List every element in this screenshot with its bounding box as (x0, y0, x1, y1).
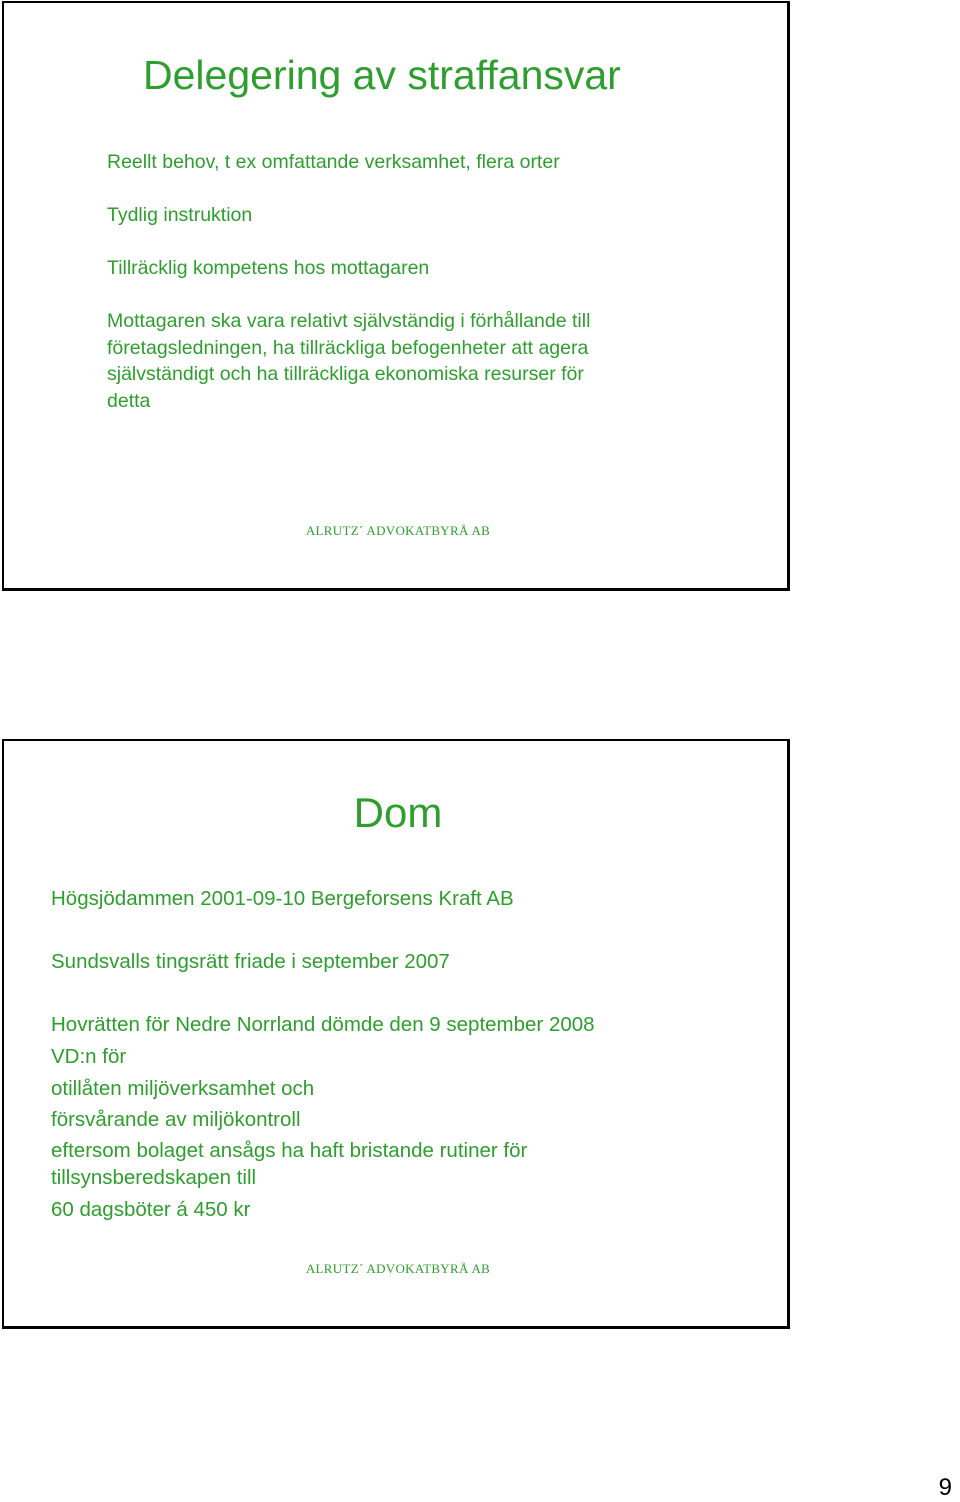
bullet-item: Hovrätten för Nedre Norrland dömde den 9 september 2008 (51, 1013, 595, 1036)
bullet-item: VD:n för (51, 1045, 127, 1068)
bullet-item: Sundsvalls tingsrätt friade i september 2007 (51, 950, 450, 973)
bullet-item: otillåten miljöverksamhet och (51, 1077, 315, 1100)
slide-dom (2, 739, 790, 1329)
page-number: 9 (938, 1474, 952, 1501)
bullet-item: Reellt behov, t ex omfattande verksamhet, flera orter (107, 151, 560, 173)
bullet-item: försvårande av miljökontroll (51, 1108, 301, 1131)
bullet-item: Tillräcklig kompetens hos mottagaren (107, 257, 430, 279)
bullet-item: eftersom bolaget ansågs ha haft bristande rutiner för tillsynsberedskapen till (51, 1139, 528, 1189)
bullet-item: Mottagaren ska vara relativt självständig i förhållande till företagsledningen, ha tillräckliga befogenheter att agera självständigt och ha tillräckliga ekonomiska resurser för detta (107, 310, 591, 412)
slide-delegering (2, 1, 790, 591)
bullet-item: 60 dagsböter á 450 kr (51, 1198, 251, 1221)
bullet-item: Tydlig instruktion (107, 204, 253, 226)
slide-title: Delegering av straffansvar (143, 52, 621, 98)
slide-footer: ALRUTZ´ ADVOKATBYRÅ AB (305, 523, 491, 538)
slide-title: Dom (353, 789, 443, 836)
bullet-item: Högsjödammen 2001-09-10 Bergeforsens Kraft AB (51, 887, 514, 910)
slide-footer: ALRUTZ´ ADVOKATBYRÅ AB (305, 1261, 491, 1276)
